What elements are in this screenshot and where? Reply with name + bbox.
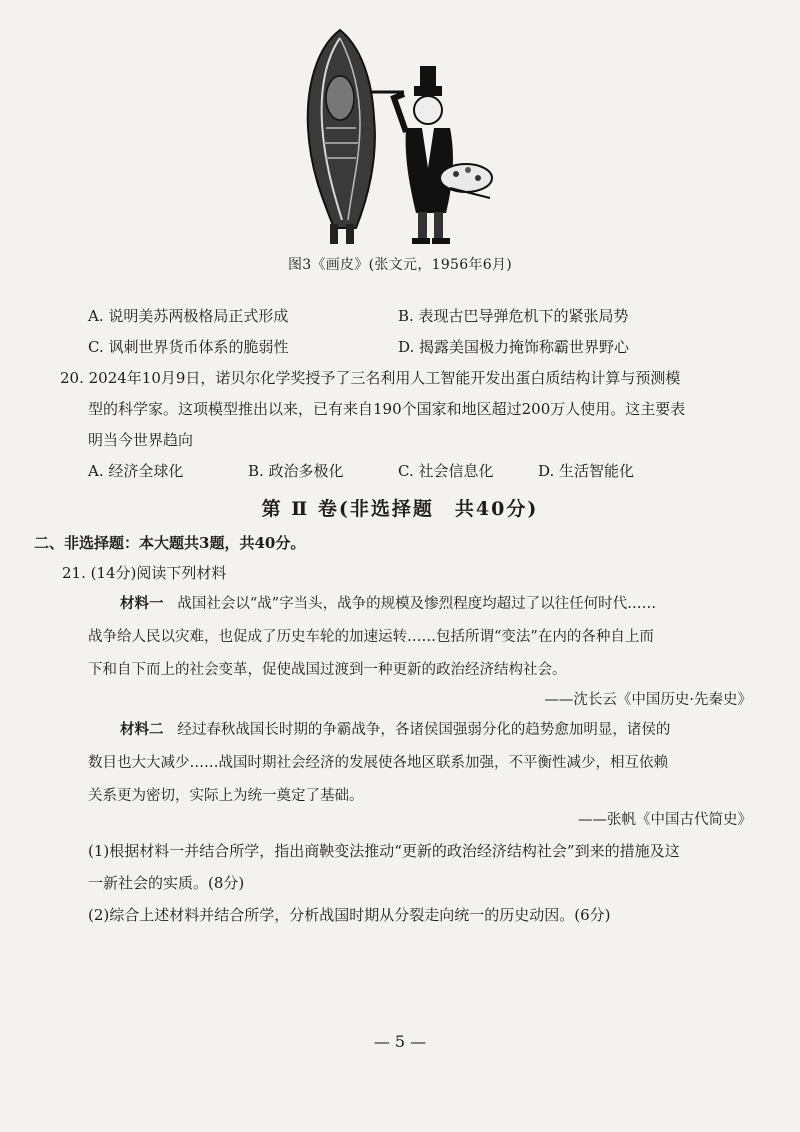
material1-text: 战国社会以“战”字当头，战争的规模及惨烈程度均超过了以往任何时代……: [177, 596, 657, 612]
figure-caption: 图3《画皮》(张文元，1956年6月): [287, 257, 513, 273]
q20-option-b: B. 政治多极化: [248, 462, 344, 480]
q19-option-a: A. 说明美苏两极格局正式形成: [88, 307, 289, 325]
q20-stem-line-2: 型的科学家。这项模型推出以来，已有来自190个国家和地区超过200万人使用。这主要表: [88, 400, 686, 418]
bleed-through-text: [640, 40, 644, 55]
q20-option-d: D. 生活智能化: [538, 462, 635, 480]
part2-heading: 二、非选择题：本大题共3题，共40分。: [34, 534, 306, 552]
q19-option-c: C. 讽刺世界货币体系的脆弱性: [88, 338, 289, 356]
material2-label: 材料二: [120, 721, 164, 738]
q21-material1-line-1: [120, 592, 656, 613]
part2-title: 第 Ⅱ 卷(非选择题 共40分): [261, 498, 539, 520]
q21-sub2: (2)综合上述材料并结合所学，分析战国时期从分裂走向统一的历史动因。(6分): [88, 906, 611, 924]
material2-citation: ——张帆《中国古代简史》: [578, 812, 752, 828]
material1-citation: ——沈长云《中国历史·先秦史》: [544, 692, 752, 708]
q21-sub1-line-1: (1)根据材料一并结合所学，指出商鞅变法推动“更新的政治经济结构社会”到来的措施及这: [88, 842, 680, 860]
cartoon-figure: [286, 28, 506, 248]
q21-sub1-line-2: 一新社会的实质。(8分): [88, 874, 245, 892]
q20-option-a: A. 经济全球化: [88, 462, 184, 480]
q21-material2-line-2: 数目也大大减少……战国时期社会经济的发展使各地区联系加强，不平衡性减少，相互依赖: [88, 755, 668, 771]
q21-intro: 21. (14分)阅读下列材料: [62, 564, 227, 582]
q19-option-d: D. 揭露美国极力掩饰称霸世界野心: [398, 338, 630, 356]
q20-stem-line-1: 20. 2024年10月9日，诺贝尔化学奖授予了三名利用人工智能开发出蛋白质结构计算与预测模: [60, 369, 681, 387]
cartoon-illustration: [286, 28, 506, 248]
q20-stem-line-3: 明当今世界趋向: [88, 431, 194, 449]
page-number: — 5 —: [373, 1032, 427, 1051]
material2-text: 经过春秋战国长时期的争霸战争，各诸侯国强弱分化的趋势愈加明显，诸侯的: [177, 722, 671, 738]
q19-option-b: B. 表现古巴导弹危机下的紧张局势: [398, 307, 629, 325]
q20-option-c: C. 社会信息化: [398, 462, 494, 480]
q21-material1-line-2: 战争给人民以灾难，也促成了历史车轮的加速运转……包括所谓“变法”在内的各种自上而: [88, 629, 654, 645]
q21-material2-line-1: [120, 718, 670, 739]
material1-label: 材料一: [120, 595, 164, 612]
q21-material2-line-3: 关系更为密切，实际上为统一奠定了基础。: [88, 788, 364, 804]
q21-material1-line-3: 下和自下而上的社会变革，促使战国过渡到一种更新的政治经济结构社会。: [88, 662, 567, 678]
